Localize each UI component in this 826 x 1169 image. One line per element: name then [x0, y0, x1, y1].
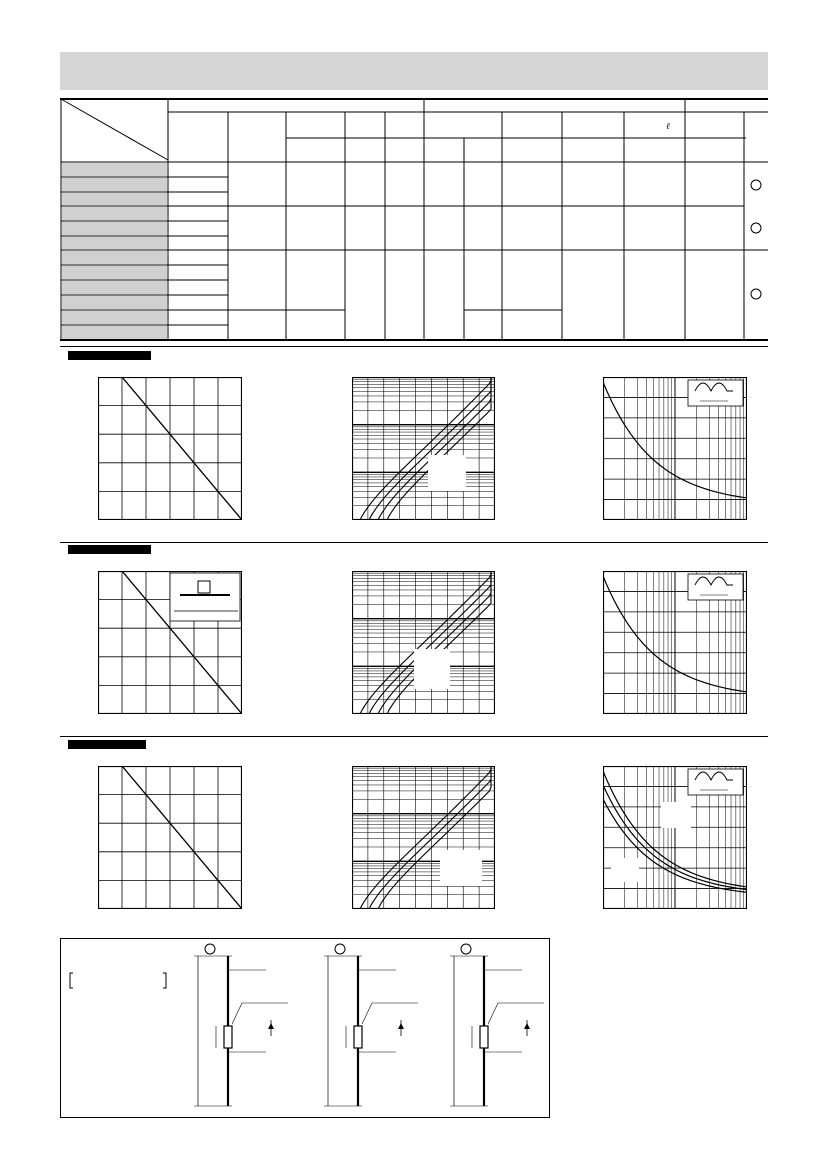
section-divider-1: [60, 346, 768, 347]
forward-curve-3: [378, 766, 491, 909]
package-variant-mark: [205, 944, 215, 954]
chart-derating-2: [98, 571, 242, 714]
forward-curve-2: [369, 766, 491, 909]
section-divider-3: [60, 736, 768, 737]
section-divider-2: [60, 542, 768, 543]
chart-derating-3: [98, 766, 242, 909]
forward-curve-1: [360, 766, 491, 909]
diode-body: [480, 1026, 488, 1048]
body-leader: [488, 1003, 498, 1024]
curve-label-area: [428, 455, 466, 491]
curve-label-area: [414, 649, 450, 689]
section-1-label: [68, 351, 151, 360]
section-2-label: [68, 545, 151, 554]
chart-surge-3: [603, 766, 747, 909]
waveform-inset: [688, 769, 743, 795]
chart-derating-1: [98, 377, 242, 520]
section-3-label: [68, 740, 146, 749]
forward-curve-1: [360, 571, 491, 714]
body-leader: [362, 1003, 372, 1024]
body-leader: [232, 1003, 242, 1024]
package-variant-mark: [335, 944, 345, 954]
curve-label-area: [440, 850, 482, 886]
forward-curve-2: [369, 571, 491, 714]
chart-forward-3: [352, 766, 495, 909]
chart-forward-1: [352, 377, 495, 520]
package-drawings: [60, 938, 550, 1118]
curve-label-area: [611, 858, 639, 882]
forward-curve-1: [360, 377, 491, 520]
diode-body: [224, 1026, 232, 1048]
inset-diagram: [170, 573, 240, 621]
forward-curve-3: [378, 571, 491, 714]
curve-label-area: [661, 802, 691, 828]
forward-curve-2: [369, 377, 491, 520]
waveform-inset: [688, 380, 743, 406]
chart-surge-2: [603, 571, 747, 714]
chart-surge-1: [603, 377, 747, 520]
title-band: [60, 52, 768, 90]
forward-curve-3: [378, 377, 491, 520]
svg-text:ℓ: ℓ: [666, 121, 670, 131]
diode-body: [354, 1026, 362, 1048]
waveform-inset: [688, 574, 743, 600]
spec-table: [60, 98, 770, 346]
package-variant-mark: [461, 944, 471, 954]
chart-forward-2: [352, 571, 495, 714]
